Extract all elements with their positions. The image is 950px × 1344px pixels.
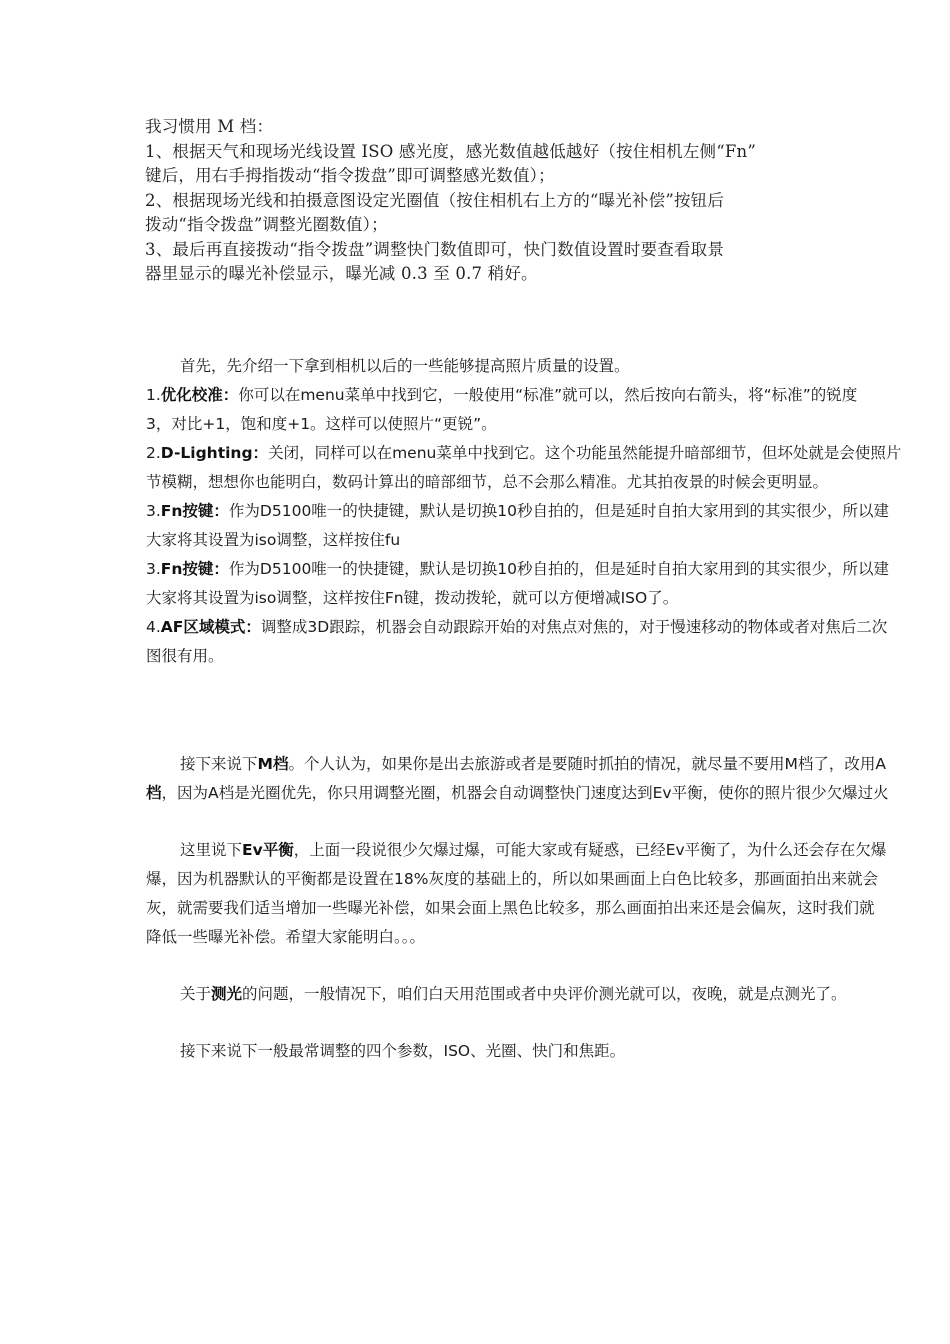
item-lead: AF区域模式：: [160, 618, 261, 636]
bold-term: M档: [257, 755, 289, 773]
text-run: ，因为A档是光圈优先，你只用调整光圈，机器会自动调整快门速度达到Ev平衡，使你的照片很少欠爆过火: [161, 784, 889, 802]
settings-item-line: [146, 381, 950, 410]
settings-section: [146, 352, 950, 671]
settings-item-line: 3，对比+1，饱和度+1。这样可以使照片“更锐”。: [146, 415, 497, 433]
serif-line: 器里显示的曝光补偿显示，曝光减 0.3 至 0.7 稍好。: [145, 264, 538, 283]
ev-paragraph-line: 灰，就需要我们适当增加一些曝光补偿，如果会面上黑色比较多，那么画面拍出来还是会偏灰，这时我们就: [146, 899, 875, 917]
serif-line: 1、根据天气和现场光线设置 ISO 感光度，感光数值越低越好（按住相机左侧“Fn”: [145, 141, 756, 161]
bold-term: 测光: [211, 985, 243, 1003]
serif-line: 键后，用右手拇指拨动“指令拨盘”即可调整感光数值）；: [145, 166, 555, 185]
serif-section: [145, 115, 825, 287]
modes-section: [146, 750, 950, 1066]
settings-item-line: 大家将其设置为iso调整，这样按住fu: [146, 531, 401, 549]
parameters-paragraph: 接下来说下一般最常调整的四个参数，ISO、光圈、快门和焦距。: [180, 1042, 626, 1060]
settings-item-line: [146, 555, 950, 584]
settings-item-line: [146, 613, 950, 642]
item-lead: 优化校准：: [160, 386, 239, 404]
text-run: 关于: [180, 985, 212, 1003]
item-number: 3.: [146, 560, 161, 578]
text-run: 。个人认为，如果你是出去旅游或者是要随时抓拍的情况，就尽量不要用M档了，改用A: [288, 755, 886, 773]
bold-term: Ev平衡: [242, 841, 294, 859]
item-text: 作为D5100唯一的快捷键，默认是切换10秒自拍的，但是延时自拍大家用到的其实很少，所以建: [228, 560, 890, 578]
settings-item-line: 节模糊，想想你也能明白，数码计算出的暗部细节，总不会那么精准。尤其拍夜景的时候会更明显。: [146, 473, 829, 491]
serif-line: 2、根据现场光线和拍摄意图设定光圈值（按住相机右上方的“曝光补偿”按钮后: [145, 190, 725, 210]
bold-term: 档: [146, 784, 162, 802]
m-mode-paragraph: [146, 750, 950, 779]
text-run: ，上面一段说很少欠爆过爆，可能大家或有疑惑，已经Ev平衡了，为什么还会存在欠爆: [293, 841, 887, 859]
metering-paragraph: [146, 980, 950, 1009]
serif-line: 拨动“指令拨盘”调整光圈数值）；: [145, 215, 388, 234]
item-number: 3.: [146, 502, 161, 520]
serif-line: 我习惯用 M 档：: [145, 117, 274, 136]
item-number: 2.: [146, 444, 161, 462]
text-run: 这里说下: [180, 841, 243, 859]
settings-item-line: [146, 439, 950, 468]
item-text: 关闭，同样可以在menu菜单中找到它。这个功能虽然能提升暗部细节，但坏处就是会使照片: [268, 444, 902, 462]
item-number: 1.: [146, 386, 161, 404]
settings-item-line: 图很有用。: [146, 647, 224, 665]
settings-intro: 首先，先介绍一下拿到相机以后的一些能够提高照片质量的设置。: [180, 357, 630, 375]
item-lead: D-Lighting：: [160, 444, 269, 462]
m-mode-paragraph-cont: [146, 779, 950, 808]
text-run: 接下来说下: [180, 755, 258, 773]
ev-paragraph-line: 爆，因为机器默认的平衡都是设置在18%灰度的基础上的，所以如果画面上白色比较多，那画面拍出来就会: [146, 870, 878, 888]
ev-paragraph: [146, 836, 950, 865]
text-run: 的问题，一般情况下，咱们白天用范围或者中央评价测光就可以，夜晚，就是点测光了。: [242, 985, 847, 1003]
item-lead: Fn按键：: [160, 560, 229, 578]
serif-line: 3、最后再直接拨动“指令拨盘”调整快门数值即可，快门数值设置时要查看取景: [145, 239, 725, 259]
item-text: 作为D5100唯一的快捷键，默认是切换10秒自拍的，但是延时自拍大家用到的其实很少，所以建: [228, 502, 890, 520]
item-text: 你可以在menu菜单中找到它，一般使用“标准”就可以，然后按向右箭头，将“标准”的锐度: [238, 386, 858, 404]
item-number: 4.: [146, 618, 161, 636]
item-lead: Fn按键：: [160, 502, 229, 520]
ev-paragraph-line: 降低一些曝光补偿。希望大家能明白。。。: [146, 928, 426, 946]
settings-item-line: [146, 497, 950, 526]
item-text: 调整成3D跟踪，机器会自动跟踪开始的对焦点对焦的，对于慢速移动的物体或者对焦后二次: [260, 618, 888, 636]
settings-item-line: 大家将其设置为iso调整，这样按住Fn键，拨动拨轮，就可以方便增减ISO了。: [146, 589, 679, 607]
